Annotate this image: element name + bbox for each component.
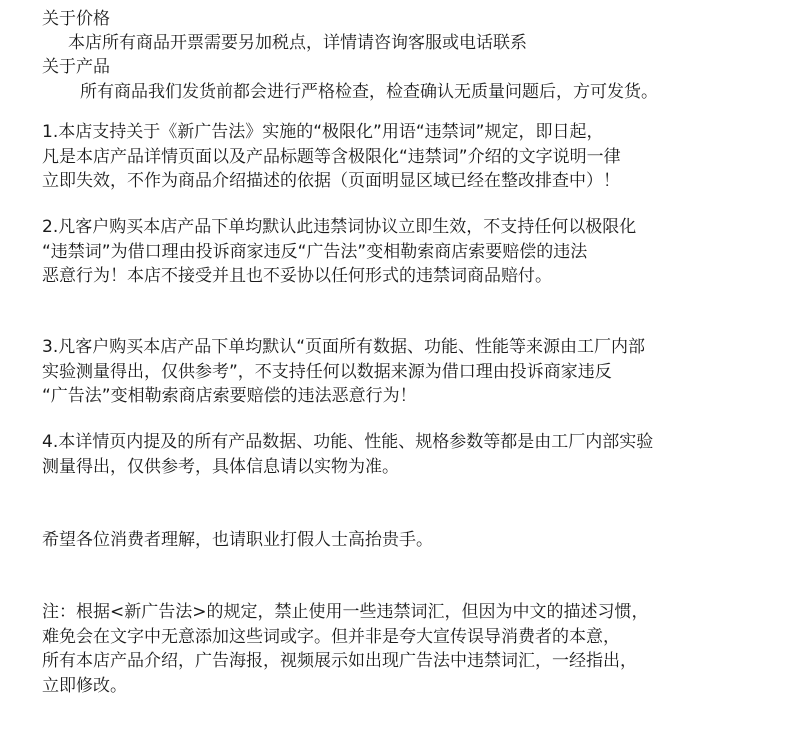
clause-2-line: 2.凡客户购买本店产品下单均默认此违禁词协议立即生效，不支持任何以极限化 bbox=[42, 217, 637, 237]
clause-3-line: 实验测量得出，仅供参考”，不支持任何以数据来源为借口理由投诉商家违反 bbox=[42, 361, 612, 382]
clause-2 bbox=[42, 215, 782, 289]
clause-3-line: “广告法”变相勒索商店索要赔偿的违法恶意行为！ bbox=[42, 386, 417, 406]
clause-4-line: 4.本详情页内提及的所有产品数据、功能、性能、规格参数等都是由工厂内部实验 bbox=[42, 432, 654, 452]
clause-1-line: 凡是本店产品详情页面以及产品标题等含极限化“违禁词”介绍的文字说明一律 bbox=[42, 146, 621, 167]
price-note: 本店所有商品开票需要另加税点，详情请咨询客服或电话联系 bbox=[68, 33, 527, 53]
clause-3 bbox=[42, 335, 782, 409]
hope-statement bbox=[42, 528, 782, 553]
clause-1-line: 立即失效，不作为商品介绍描述的依据（页面明显区域已经在整改排查中）！ bbox=[42, 171, 620, 191]
clause-2-line: 恶意行为！本店不接受并且也不妥协以任何形式的违禁词商品赔付。 bbox=[42, 266, 552, 286]
note-line: 注：根据<新广告法>的规定，禁止使用一些违禁词汇，但因为中文的描述习惯， bbox=[42, 602, 649, 622]
clause-1 bbox=[42, 120, 782, 194]
note-line: 所有本店产品介绍，广告海报，视频展示如出现广告法中违禁词汇，一经指出， bbox=[42, 651, 637, 671]
note-line: 难免会在文字中无意添加这些词或字。但并非是夸大宣传误导消费者的本意， bbox=[42, 626, 620, 647]
product-note: 所有商品我们发货前都会进行严格检查，检查确认无质量问题后，方可发货。 bbox=[80, 82, 658, 102]
clause-3-line: 3.凡客户购买本店产品下单均默认“页面所有数据、功能、性能等来源由工厂内部 bbox=[42, 337, 646, 357]
note-line: 立即修改。 bbox=[42, 675, 127, 696]
clause-4-line: 测量得出，仅供参考，具体信息请以实物为准。 bbox=[42, 456, 399, 477]
clause-1-line: 1.本店支持关于《新广告法》实施的“极限化”用语“违禁词”规定，即日起， bbox=[42, 122, 604, 142]
hope-line: 希望各位消费者理解，也请职业打假人士高抬贵手。 bbox=[42, 530, 433, 550]
clause-4 bbox=[42, 430, 782, 479]
product-heading: 关于产品 bbox=[42, 57, 110, 77]
note-section bbox=[42, 600, 782, 698]
price-heading: 关于价格 bbox=[42, 9, 110, 29]
clause-2-line: “违禁词”为借口理由投诉商家违反“广告法”变相勒索商店索要赔偿的违法 bbox=[42, 241, 588, 262]
